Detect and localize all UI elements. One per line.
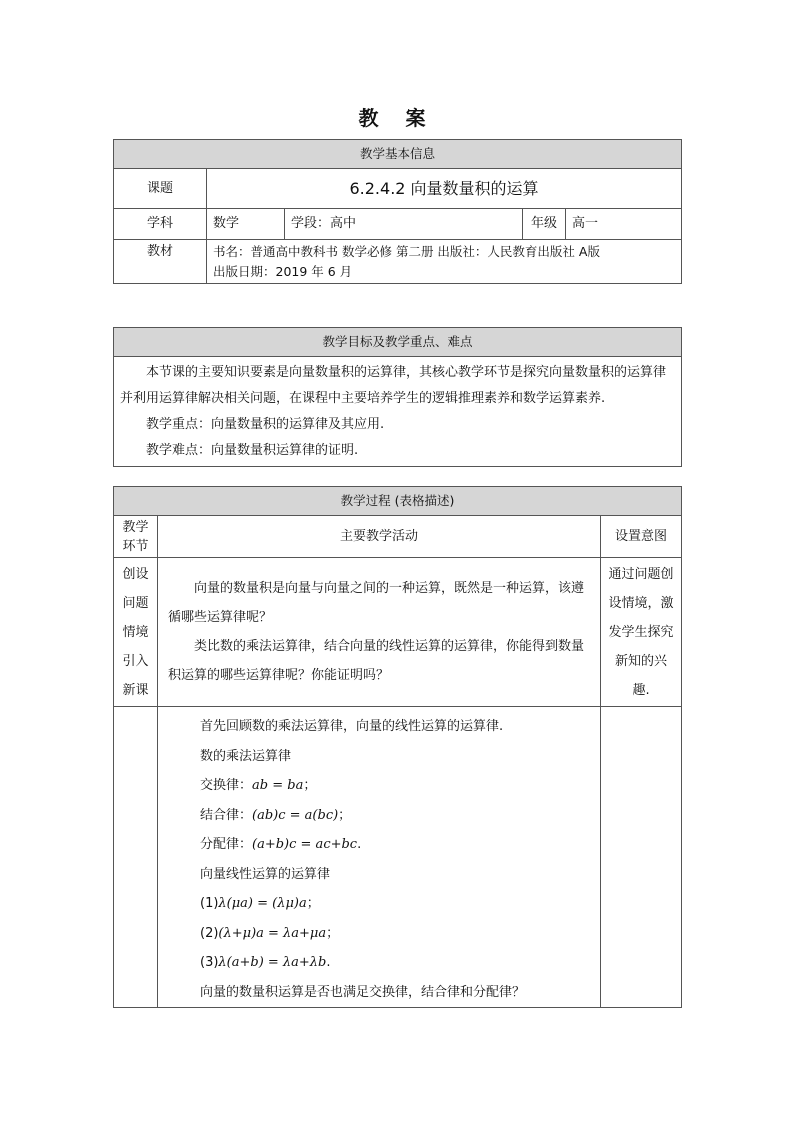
stage-cell-1: 创设问题情境引入新课 [114,558,158,707]
document-title: 教 案 [358,106,436,130]
process-header: 教学过程 (表格描述) [114,487,682,516]
review-intro: 首先回顾数的乘法运算律，向量的线性运算的运算律. [200,719,504,734]
objectives-paragraph: 本节课的主要知识要素是向量数量积的运算律，其核心教学环节是探究向量数量积的运算律并利用运算律解决相关问题，在课程中主要培养学生的逻辑推理素养和数学运算素养. [120,365,667,406]
subject-label: 学科 [114,209,207,240]
rule2-formula: (λ+μ)a = λa+μa [218,925,327,941]
objectives-body [114,357,682,467]
difficulty: 教学难点：向量数量积运算律的证明. [146,443,359,458]
stage-value: 学段：高中 [285,209,523,240]
distributive-formula: (a+b)c = ac+bc [252,837,358,852]
vector-rule-3 [200,948,594,978]
col-stage-header: 教学环节 [114,516,158,558]
grade-value: 高一 [566,209,682,240]
rule1-formula: λ(μa) = (λμ)a [218,896,307,911]
associative-law [200,801,594,831]
intent-cell-2 [601,707,682,1008]
rule1-number: (1) [200,896,219,911]
commutative-formula: ab = ba [252,778,304,793]
basic-info-table [113,139,682,284]
vector-rules-heading: 向量线性运算的运算律 [200,866,331,882]
rule3-number: (3) [200,955,219,970]
textbook-label: 教材 [114,240,207,284]
topic-value: 6.2.4.2 向量数量积的运算 [207,169,682,209]
closing-question: 向量的数量积运算是否也满足交换律，结合律和分配律？ [200,984,526,1000]
textbook-line1: 书名：普通高中教科书 数学必修 第二册 出版社：人民教育出版社 A版 [213,244,600,259]
stage-cell-2 [114,707,158,1008]
activity-cell-2 [158,707,601,1008]
distributive-label: 分配律： [200,837,253,852]
activity-cell-1 [158,558,601,707]
grade-label: 年级 [523,209,566,240]
process-table [113,486,682,1008]
activity-paragraph-2: 类比数的乘法运算律，结合向量的线性运算的运算律，你能得到数量积运算的哪些运算律呢？你能证明吗？ [168,639,585,683]
rule2-end: ； [326,925,340,941]
rule2-number: (2) [200,925,219,941]
vector-rule-1 [200,889,594,919]
distributive-law [200,830,594,860]
textbook-info [207,240,682,284]
activity-paragraph-1: 向量的数量积是向量与向量之间的一种运算，既然是一种运算，该遵循哪些运算律呢？ [168,581,585,625]
key-point: 教学重点：向量数量积的运算律及其应用. [146,417,385,432]
topic-label: 课题 [114,169,207,209]
number-rules-heading: 数的乘法运算律 [200,748,292,764]
objectives-table [113,327,682,467]
distributive-end: . [357,837,362,852]
commutative-law [200,771,594,801]
objectives-header: 教学目标及教学重点、难点 [114,328,682,357]
associative-end: ； [338,807,352,823]
commutative-label: 交换律： [200,778,253,793]
basic-info-header: 教学基本信息 [114,140,682,169]
rule1-end: ； [306,896,320,911]
textbook-line2: 出版日期：2019 年 6 月 [213,264,353,279]
vector-rule-2 [200,919,594,949]
intent-cell-1: 通过问题创设情境，激发学生探究新知的兴趣. [601,558,682,707]
col-activity-header: 主要教学活动 [158,516,601,558]
commutative-end: ； [303,778,317,793]
col-intent-header: 设置意图 [601,516,682,558]
associative-label: 结合律： [200,807,253,823]
associative-formula: (ab)c = a(bc) [252,807,339,823]
rule3-formula: λ(a+b) = λa+λb [218,955,327,970]
rule3-end: . [326,955,331,970]
subject-value: 数学 [207,209,285,240]
